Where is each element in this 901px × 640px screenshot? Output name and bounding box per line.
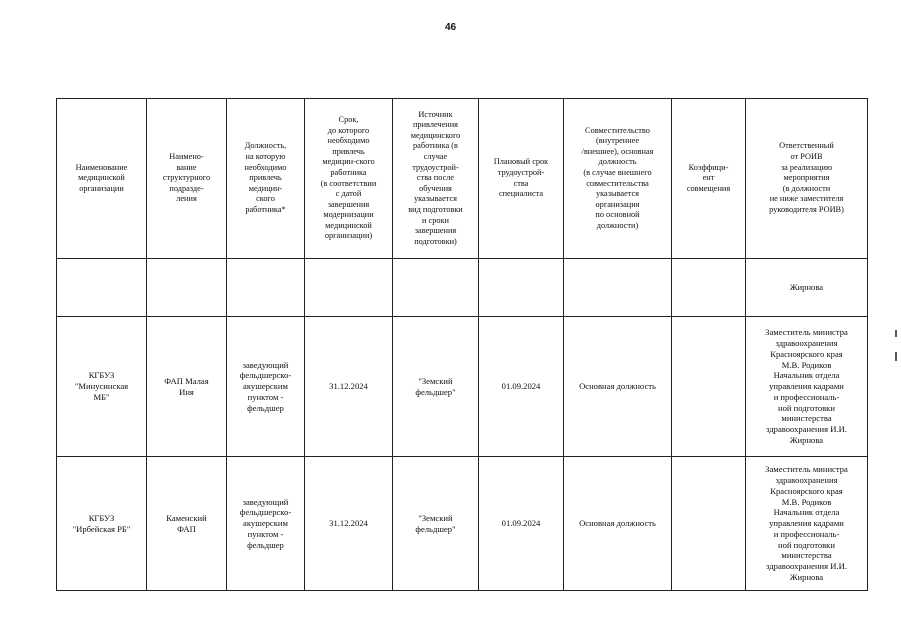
responsible-cell: Заместитель министра здравоохранения Красноярского края М.В. Родиков Начальник отдела управления кадрами и профессиональ- ной подготовки министерства здравоохранения И.И. Жирнова [746, 317, 868, 457]
responsible-cell: Заместитель министра здравоохранения Красноярского края М.В. Родиков Начальник отдела управления кадрами и профессиональ- ной подготовки министерства здравоохранения И.И. Жирнова [746, 457, 868, 591]
table-cell [564, 259, 672, 317]
table-row [57, 317, 868, 457]
header-coefficient: Коэффици- ент совмещения [672, 99, 746, 259]
table-cell [672, 259, 746, 317]
deadline-cell: 31.12.2024 [305, 457, 393, 591]
organization-cell: КГБУЗ "Ирбейская РБ" [57, 457, 147, 591]
header-source: Источник привлечения медицинского работника (в случае трудоустрой- ства после обучения указывается вид подготовки и сроки завершения подготовки) [393, 99, 479, 259]
planned-date-cell: 01.09.2024 [479, 457, 564, 591]
header-combination: Совместительство (внутреннее /внешнее), основная должность (в случае внешнего совместительства указывается организация по основной должности) [564, 99, 672, 259]
table-cell [393, 259, 479, 317]
table-cell [147, 259, 227, 317]
position-cell: заведующий фельдшерско- акушерским пунктом - фельдшер [227, 317, 305, 457]
scan-mark [895, 330, 897, 337]
header-organization: Наименование медицинской организации [57, 99, 147, 259]
header-deadline: Срок, до которого необходимо привлечь медицин-ского работника (в соответствии с датой завершения модернизации медицинской организации) [305, 99, 393, 259]
source-cell: "Земский фельдшер" [393, 317, 479, 457]
table-cell [227, 259, 305, 317]
responsible-continuation: Жирнова [746, 259, 868, 317]
header-position: Должность, на которую необходимо привлечь медицин- ского работника* [227, 99, 305, 259]
scan-mark [895, 352, 897, 361]
coefficient-cell [672, 457, 746, 591]
table-cell [57, 259, 147, 317]
table-cell [305, 259, 393, 317]
source-cell: "Земский фельдшер" [393, 457, 479, 591]
table-row [57, 457, 868, 591]
header-unit: Наимено- вание структурного подразде- ления [147, 99, 227, 259]
header-responsible: Ответственный от РОИВ за реализацию мероприятия (в должности не ниже заместителя руководителя РОИВ) [746, 99, 868, 259]
planned-date-cell: 01.09.2024 [479, 317, 564, 457]
header-planned-date: Плановый срок трудоустрой- ства специалиста [479, 99, 564, 259]
organization-cell: КГБУЗ "Минусинская МБ" [57, 317, 147, 457]
page-number: 46 [444, 22, 457, 33]
coefficient-cell [672, 317, 746, 457]
deadline-cell: 31.12.2024 [305, 317, 393, 457]
unit-cell: Каменский ФАП [147, 457, 227, 591]
staffing-table [56, 98, 868, 591]
combination-cell: Основная должность [564, 457, 672, 591]
table-cell [479, 259, 564, 317]
unit-cell: ФАП Малая Иня [147, 317, 227, 457]
table-header-row [57, 99, 868, 259]
position-cell: заведующий фельдшерско- акушерским пунктом - фельдшер [227, 457, 305, 591]
combination-cell: Основная должность [564, 317, 672, 457]
table-row-continuation [57, 259, 868, 317]
